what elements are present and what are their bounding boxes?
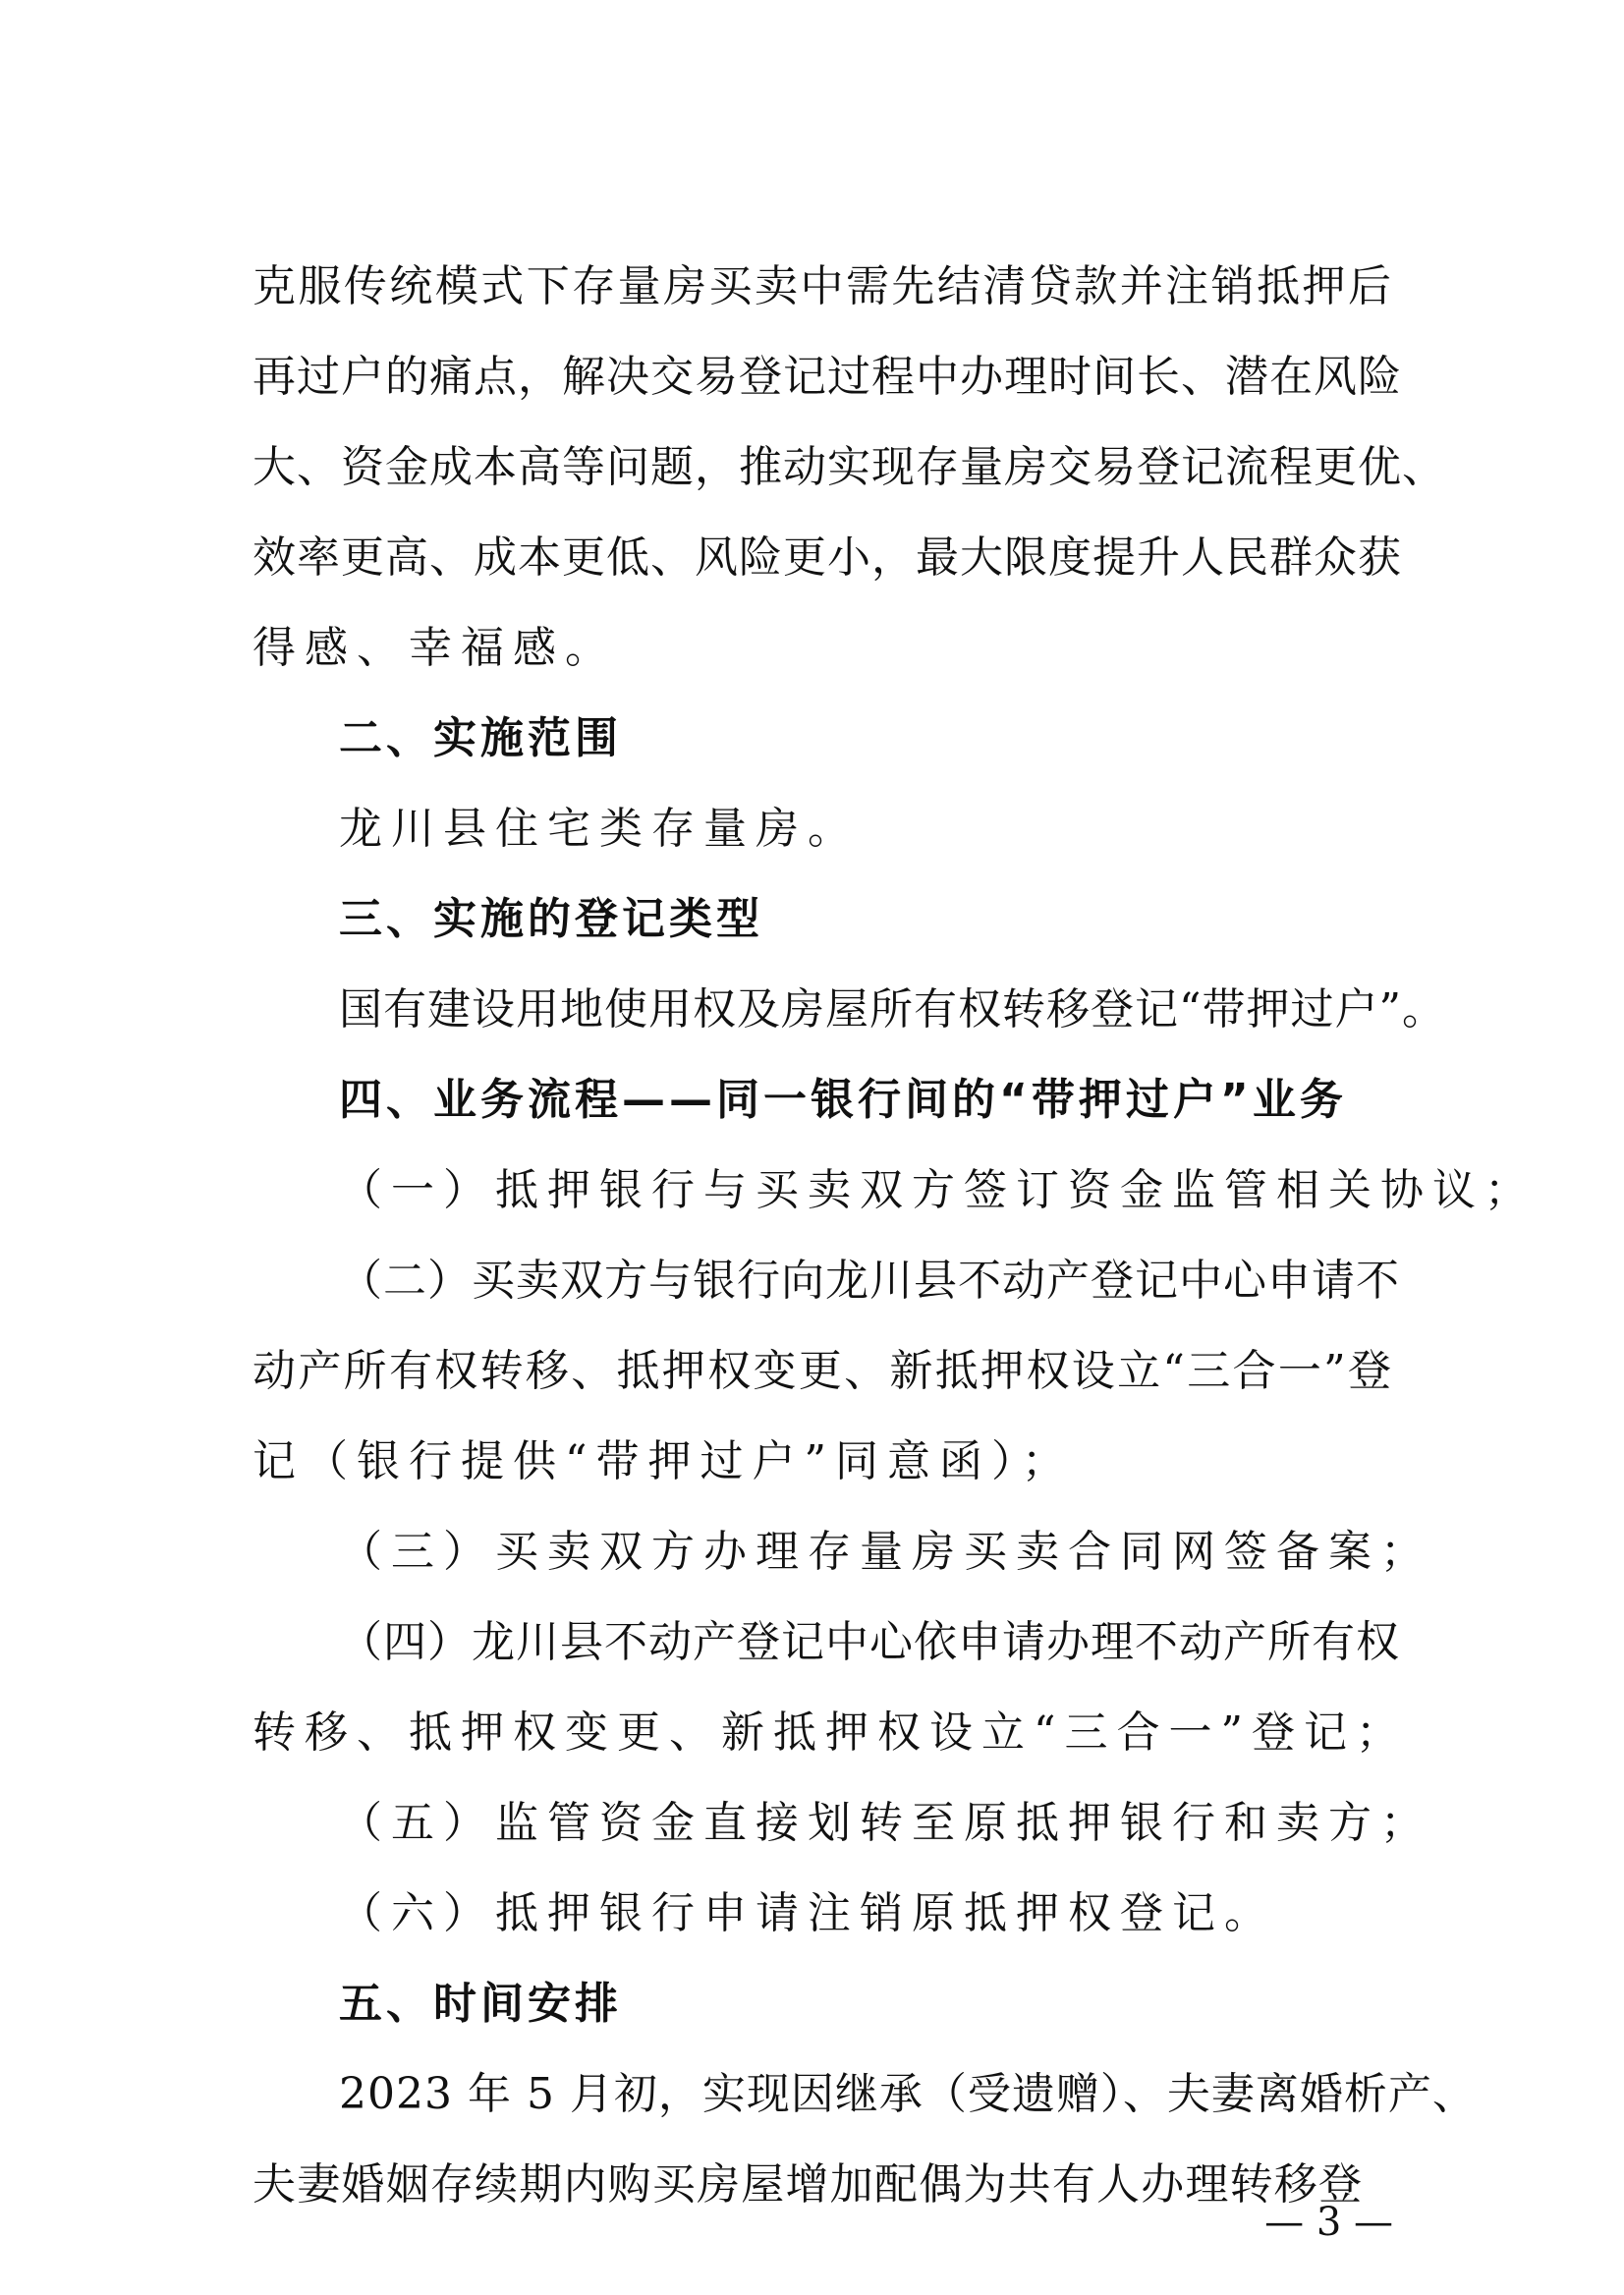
section-heading-scope: 二、实施范围: [339, 713, 622, 763]
process-line-2: （二）买卖双方与银行向龙川县不动产登记中心申请不: [339, 1256, 1400, 1306]
body-line-5: 得感、幸福感。: [252, 623, 617, 673]
body-line-3: 大、资金成本高等问题，推动实现存量房交易登记流程更优、: [252, 442, 1446, 492]
process-line-3: 动产所有权转移、抵押权变更、新抵押权设立“三合一”登: [252, 1346, 1392, 1396]
process-line-1: （一）抵押银行与买卖双方签订资金监管相关协议；: [339, 1165, 1537, 1215]
body-line-1: 克服传统模式下存量房买卖中需先结清贷款并注销抵押后: [252, 261, 1392, 311]
section-text-registration-type: 国有建设用地使用权及房屋所有权转移登记“带押过户”。: [339, 984, 1446, 1035]
section-heading-registration-type: 三、实施的登记类型: [339, 894, 763, 944]
process-line-4: 记（银行提供“带押过户”同意函）；: [252, 1436, 1074, 1486]
process-line-8: （五）监管资金直接划转至原抵押银行和卖方；: [339, 1798, 1432, 1848]
process-line-7: 转移、抵押权变更、新抵押权设立“三合一”登记；: [252, 1707, 1408, 1758]
process-line-5: （三）买卖双方办理存量房买卖合同网签备案；: [339, 1527, 1432, 1577]
process-line-9: （六）抵押银行申请注销原抵押权登记。: [339, 1888, 1276, 1938]
page-number: — 3 —: [1264, 2200, 1393, 2245]
schedule-line-1: 2023 年 5 月初，实现因继承（受遗赠）、夫妻离婚析产、: [339, 2069, 1477, 2119]
process-line-6: （四）龙川县不动产登记中心依申请办理不动产所有权: [339, 1617, 1400, 1667]
body-line-2: 再过户的痛点，解决交易登记过程中办理时间长、潜在风险: [252, 352, 1402, 402]
section-heading-process: 四、业务流程——同一银行间的“带押过户”业务: [339, 1075, 1347, 1125]
section-text-scope: 龙川县住宅类存量房。: [339, 804, 860, 854]
schedule-line-2: 夫妻婚姻存续期内购买房屋增加配偶为共有人办理转移登: [252, 2159, 1363, 2210]
section-heading-schedule: 五、时间安排: [339, 1979, 622, 2029]
body-line-4: 效率更高、成本更低、风险更小，最大限度提升人民群众获: [252, 532, 1402, 583]
